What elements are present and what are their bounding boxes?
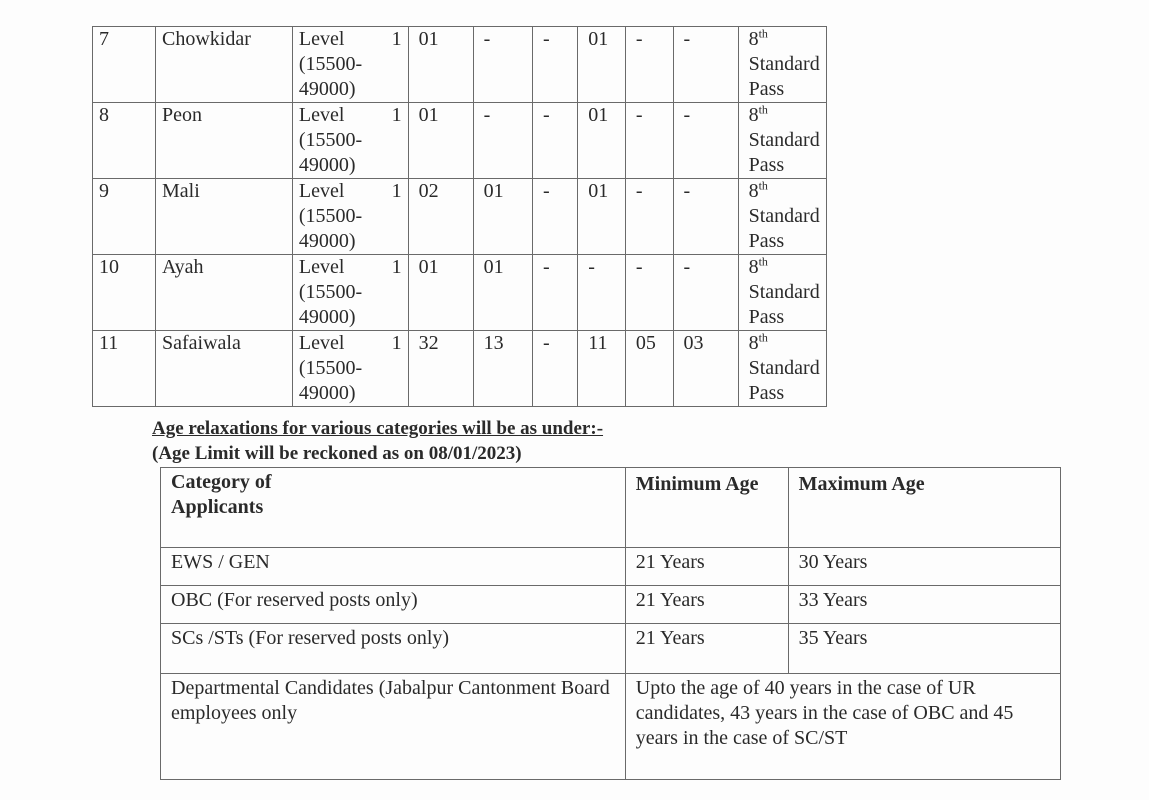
qualification-number: 8 <box>748 180 759 202</box>
count-cell: 01 <box>408 103 473 179</box>
table-row <box>93 27 1067 103</box>
count-cell: 13 <box>473 331 532 407</box>
level-number: 1 <box>391 256 402 278</box>
sno-cell: 7 <box>93 27 156 103</box>
level-word: Level <box>298 28 345 50</box>
post-name-cell: Peon <box>156 103 293 179</box>
count-cell: - <box>532 179 577 255</box>
qualification-cell <box>738 103 826 179</box>
table-row <box>161 624 1061 674</box>
count-cell: - <box>473 27 532 103</box>
count-cell: 01 <box>578 103 626 179</box>
count-cell: - <box>625 27 673 103</box>
count-cell: - <box>532 255 577 331</box>
post-name-cell: Safaiwala <box>156 331 293 407</box>
qualification-suffix: th <box>758 102 768 117</box>
age-category: EWS / GEN <box>161 548 626 586</box>
qualification-text: Standard Pass <box>748 205 820 252</box>
age-category: OBC (For reserved posts only) <box>161 586 626 624</box>
pay-range-start: (15500- <box>298 357 363 379</box>
qualification-suffix: th <box>758 330 768 345</box>
table-row <box>161 548 1061 586</box>
count-cell: 32 <box>408 331 473 407</box>
pay-range-start: (15500- <box>298 53 363 75</box>
count-cell: 01 <box>473 255 532 331</box>
qualification-cell <box>738 27 826 103</box>
level-word: Level <box>298 104 345 126</box>
post-name-cell: Ayah <box>156 255 293 331</box>
header-category: Category of Applicants <box>161 468 626 548</box>
qualification-cell <box>738 179 826 255</box>
pay-range-start: (15500- <box>298 281 363 303</box>
age-max: 35 Years <box>788 624 1060 674</box>
table-row <box>93 255 1067 331</box>
header-min-age: Minimum Age <box>625 468 788 548</box>
pay-level-cell <box>292 27 408 103</box>
count-cell: - <box>625 103 673 179</box>
departmental-row <box>161 674 1061 780</box>
post-name-cell: Mali <box>156 179 293 255</box>
qualification-number: 8 <box>748 28 759 50</box>
sno-cell: 10 <box>93 255 156 331</box>
table-row <box>93 179 1067 255</box>
qualification-cell <box>738 331 826 407</box>
pay-level-cell <box>292 331 408 407</box>
age-max: 33 Years <box>788 586 1060 624</box>
qualification-text: Standard Pass <box>748 281 820 328</box>
level-word: Level <box>298 332 345 354</box>
pay-level-cell <box>292 255 408 331</box>
pay-range-start: (15500- <box>298 205 363 227</box>
count-cell: - <box>532 331 577 407</box>
post-name-cell: Chowkidar <box>156 27 293 103</box>
count-cell: 01 <box>408 27 473 103</box>
count-cell: - <box>532 27 577 103</box>
age-min: 21 Years <box>625 548 788 586</box>
age-table <box>160 467 1061 780</box>
header-max-age: Maximum Age <box>788 468 1060 548</box>
departmental-category: Departmental Candidates (Jabalpur Cantonment Board employees only <box>161 674 626 780</box>
count-cell: - <box>473 103 532 179</box>
qualification-suffix: th <box>758 26 768 41</box>
qualification-cell <box>738 255 826 331</box>
pay-range-end: 49000) <box>298 382 356 404</box>
count-cell: - <box>578 255 626 331</box>
posts-table <box>92 26 1067 407</box>
age-category: SCs /STs (For reserved posts only) <box>161 624 626 674</box>
count-cell: - <box>673 179 738 255</box>
count-cell: 01 <box>408 255 473 331</box>
age-table-header-row <box>161 468 1061 548</box>
age-max: 30 Years <box>788 548 1060 586</box>
pay-range-end: 49000) <box>298 306 356 328</box>
qualification-number: 8 <box>748 332 759 354</box>
table-row <box>161 586 1061 624</box>
qualification-suffix: th <box>758 254 768 269</box>
age-min: 21 Years <box>625 624 788 674</box>
qualification-text: Standard Pass <box>748 129 820 176</box>
pay-range-start: (15500- <box>298 129 363 151</box>
age-relaxation-heading: Age relaxations for various categories will be as under:- <box>152 418 604 439</box>
sno-cell: 8 <box>93 103 156 179</box>
pay-range-end: 49000) <box>298 78 356 100</box>
count-cell: 03 <box>673 331 738 407</box>
sno-cell: 11 <box>93 331 156 407</box>
level-number: 1 <box>391 28 402 50</box>
count-cell: - <box>673 103 738 179</box>
table-row <box>93 331 1067 407</box>
level-word: Level <box>298 180 345 202</box>
count-cell: 01 <box>578 179 626 255</box>
count-cell: 02 <box>408 179 473 255</box>
pay-range-end: 49000) <box>298 230 356 252</box>
level-word: Level <box>298 256 345 278</box>
sno-cell: 9 <box>93 179 156 255</box>
age-min: 21 Years <box>625 586 788 624</box>
level-number: 1 <box>391 180 402 202</box>
count-cell: - <box>673 255 738 331</box>
level-number: 1 <box>391 332 402 354</box>
age-limit-date-note: (Age Limit will be reckoned as on 08/01/2023) <box>152 443 522 464</box>
qualification-number: 8 <box>748 104 759 126</box>
count-cell: - <box>625 179 673 255</box>
count-cell: - <box>625 255 673 331</box>
qualification-number: 8 <box>748 256 759 278</box>
count-cell: - <box>673 27 738 103</box>
level-number: 1 <box>391 104 402 126</box>
qualification-text: Standard Pass <box>748 357 820 404</box>
departmental-note: Upto the age of 40 years in the case of UR candidates, 43 years in the case of OBC and 45 years in the case of SC/ST <box>625 674 1060 780</box>
pay-range-end: 49000) <box>298 154 356 176</box>
pay-level-cell <box>292 179 408 255</box>
table-row <box>93 103 1067 179</box>
count-cell: - <box>532 103 577 179</box>
count-cell: 11 <box>578 331 626 407</box>
qualification-suffix: th <box>758 178 768 193</box>
count-cell: 05 <box>625 331 673 407</box>
pay-level-cell <box>292 103 408 179</box>
count-cell: 01 <box>578 27 626 103</box>
qualification-text: Standard Pass <box>748 53 820 100</box>
count-cell: 01 <box>473 179 532 255</box>
